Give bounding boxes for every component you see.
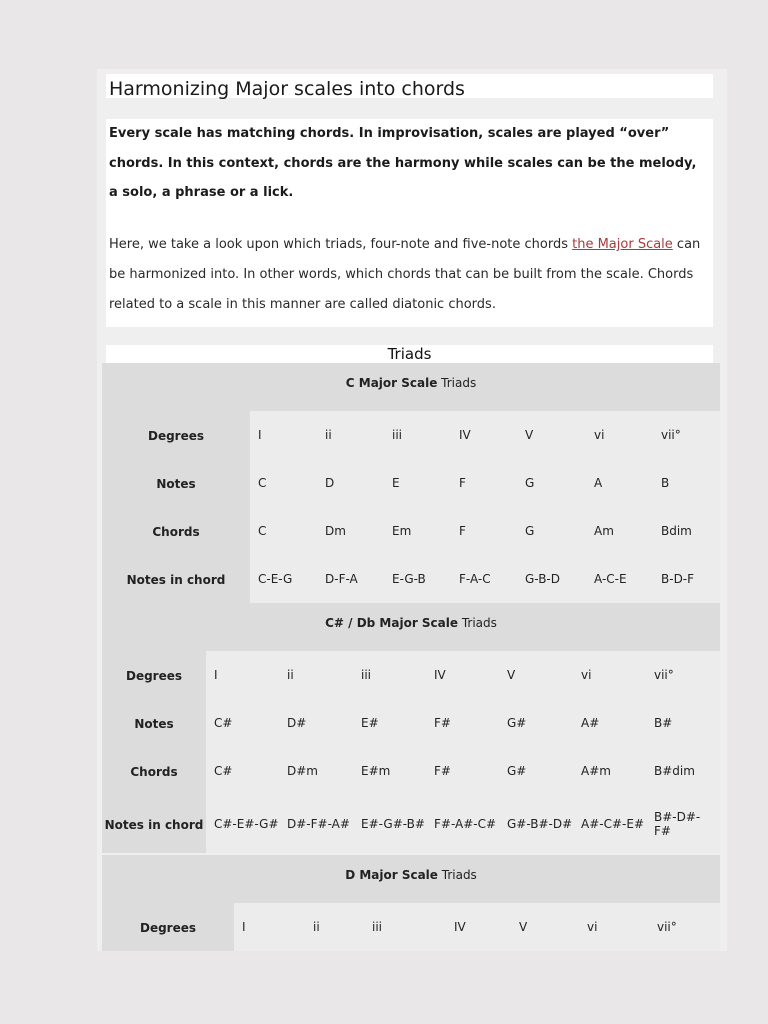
row-cells [206,651,720,699]
row-label: Chords [102,507,250,555]
major-scale-link[interactable]: the Major Scale [572,237,673,252]
title-box [106,74,713,98]
table-row-chords [102,507,720,555]
row-label: Chords [102,747,206,795]
table-cell: C#-E#-G# [214,817,279,831]
table-cell: ii [325,428,332,442]
body-text-start: Here, we take a look upon which triads, four-note and five-note chords [109,237,573,252]
page-title: Harmonizing Major scales into chords [109,78,465,100]
table-row-chords [102,747,720,795]
table-cell: G# [507,716,527,730]
row-label: Notes in chord [102,555,250,603]
table-cell: IV [434,668,446,682]
table-cell: B#-D#-F# [654,810,701,838]
table-cell: vii° [661,428,681,442]
body-paragraph [109,230,709,320]
table-cell: E#m [361,764,391,778]
table-cell: B [661,476,670,490]
table-cell: E [392,476,400,490]
table-cell: G# [507,764,527,778]
table-cell: B#dim [654,764,695,778]
table-cell: V [519,920,528,934]
table-cell: F# [434,764,451,778]
table-cell: A#-C#-E# [581,817,644,831]
row-label: Notes [102,459,250,507]
table-cell: F-A-C [459,572,491,586]
scale-suffix: Triads [437,376,477,390]
table-cell: C# [214,764,233,778]
table-cell: C [258,476,267,490]
table-cell: D#m [287,764,318,778]
table-cell: ii [313,920,320,934]
table-cell: F [459,476,466,490]
table-cell: E#-G#-B# [361,817,425,831]
table-cell: vi [581,668,592,682]
table-cell: F#-A#-C# [434,817,497,831]
scale-suffix: Triads [437,868,477,882]
row-cells [250,459,720,507]
intro-box [106,119,713,327]
table-row-degrees [102,651,720,699]
table-cell: Am [594,524,614,538]
table-cell: F# [434,716,451,730]
row-label: Degrees [102,651,206,699]
table-cell: vii° [654,668,674,682]
scale-table-body [102,651,720,853]
table-cell: I [242,920,246,934]
row-label: Notes in chord [102,795,206,853]
table-cell: vi [594,428,605,442]
row-cells [250,411,720,459]
row-label: Degrees [102,411,250,459]
scale-table-c-sharp-major [102,603,720,853]
table-cell: G [525,524,535,538]
scale-table-header [102,363,720,411]
table-cell: A# [581,716,600,730]
table-cell: A [594,476,603,490]
scale-name: D Major Scale [345,868,438,882]
table-cell: iii [392,428,403,442]
body-text-end: can be harmonized into. In other words, which chords that can be built from the scale. Chords related to a scale in this manner are called diatonic chords. [109,237,701,312]
table-cell: iii [372,920,383,934]
table-cell: A-C-E [594,572,627,586]
table-row-notes [102,699,720,747]
row-cells [250,555,720,603]
table-cell: IV [454,920,466,934]
table-cell: D [325,476,335,490]
lead-paragraph: Every scale has matching chords. In improvisation, scales are played “over” chords. In this context, chords are the harmony while scales can be the melody, a solo, a phrase or a lick. [109,126,697,200]
row-cells [206,699,720,747]
scale-table-header [102,603,720,651]
scale-table-header [102,855,720,903]
table-cell: F [459,524,466,538]
table-cell: C# [214,716,233,730]
table-cell: D# [287,716,307,730]
table-row-notes [102,459,720,507]
scale-suffix: Triads [458,616,497,630]
row-cells [250,507,720,555]
table-cell: vi [587,920,598,934]
table-cell: D-F-A [325,572,358,586]
table-row-degrees [102,903,720,951]
article-page [97,69,727,951]
row-label: Notes [102,699,206,747]
table-cell: B# [654,716,673,730]
table-cell: B-D-F [661,572,695,586]
table-row-notes-in-chord [102,795,720,853]
table-cell: A#m [581,764,611,778]
scale-name: C# / Db Major Scale [325,616,459,630]
table-cell: D#-F#-A# [287,817,350,831]
table-row-notes-in-chord [102,555,720,603]
table-cell: C-E-G [258,572,293,586]
table-cell: Bdim [661,524,692,538]
row-cells [234,903,720,951]
table-cell: Em [392,524,412,538]
table-cell: ii [287,668,294,682]
table-cell: G [525,476,535,490]
table-cell: C [258,524,267,538]
scale-table-body [102,411,720,603]
section-heading-triads: Triads [387,345,432,363]
scale-name: C Major Scale [345,376,438,390]
table-cell: I [214,668,218,682]
table-cell: Dm [325,524,346,538]
triads-heading-box [106,345,713,363]
table-cell: iii [361,668,372,682]
table-cell: G-B-D [525,572,561,586]
table-cell: I [258,428,262,442]
table-row-degrees [102,411,720,459]
table-cell: vii° [657,920,677,934]
table-cell: E-G-B [392,572,426,586]
row-cells [206,795,720,853]
table-cell: G#-B#-D# [507,817,573,831]
table-cell: V [525,428,534,442]
scale-table-d-major [102,855,720,951]
table-cell: E# [361,716,379,730]
scale-table-body [102,903,720,951]
table-cell: V [507,668,516,682]
table-cell: IV [459,428,471,442]
scale-table-c-major [102,363,720,603]
row-cells [206,747,720,795]
row-label: Degrees [102,903,234,951]
